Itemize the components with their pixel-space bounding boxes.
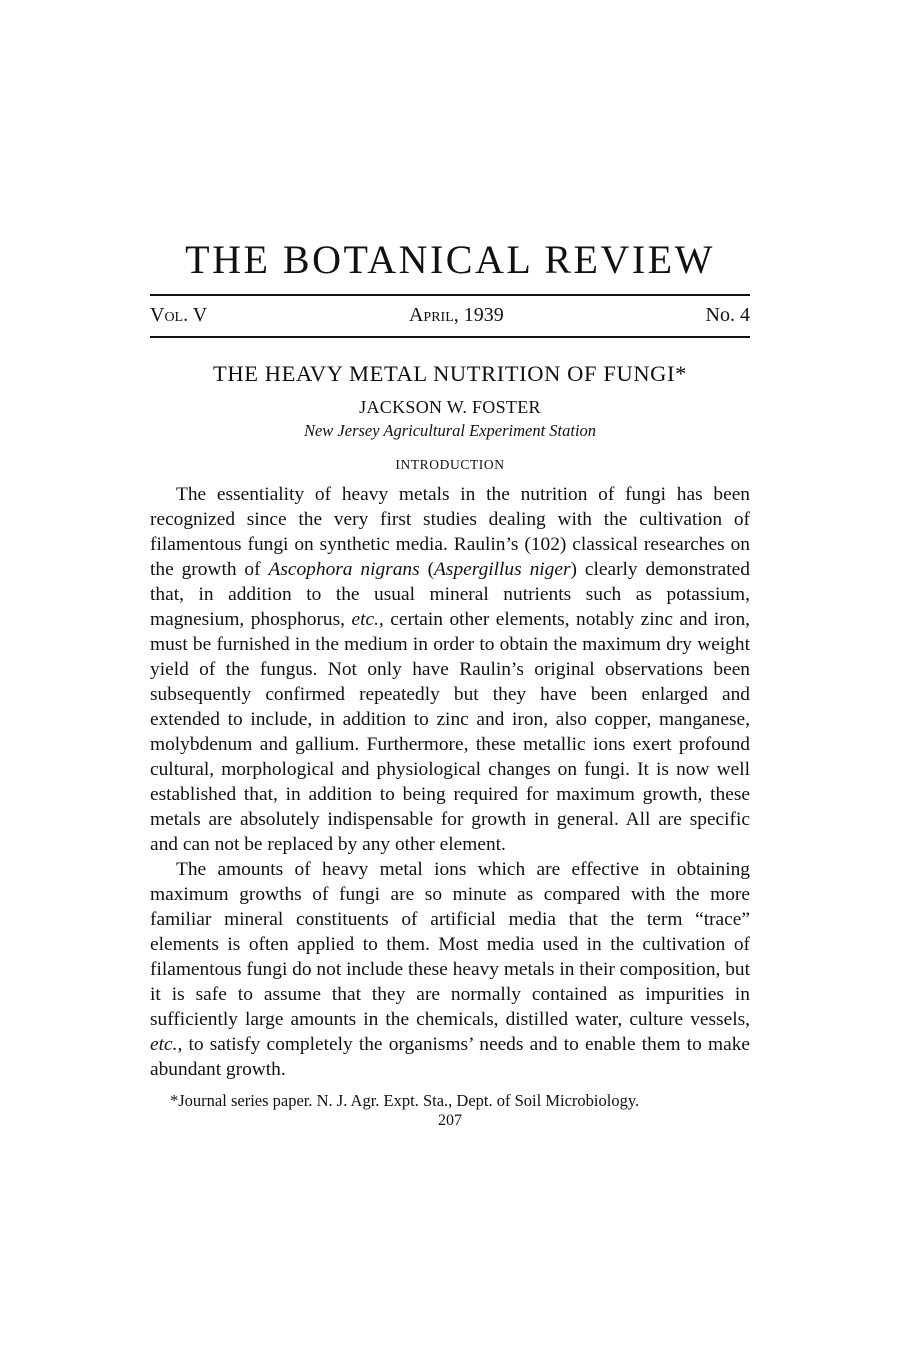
- article-title: THE HEAVY METAL NUTRITION OF FUNGI*: [213, 361, 687, 386]
- species-name: Aspergillus niger: [434, 559, 571, 580]
- article-body: [150, 482, 750, 1082]
- paragraph-2: [150, 857, 750, 1082]
- issue-date: April, 1939: [408, 304, 504, 326]
- etc-abbrev: etc.,: [150, 1034, 183, 1055]
- volume-label: Vol. V: [150, 304, 208, 326]
- paragraph-1: [150, 482, 750, 857]
- genus-name: Ascophora nigrans: [268, 559, 420, 580]
- masthead: [150, 296, 750, 336]
- journal-title: THE BOTANICAL REVIEW: [185, 237, 715, 282]
- author-name: JACKSON W. FOSTER: [359, 397, 541, 417]
- page-number: 207: [438, 1112, 462, 1129]
- section-heading: INTRODUCTION: [395, 457, 505, 472]
- paragraph-2-text-b: to satisfy completely the organisms’ needs and to enable them to make abundant growth.: [150, 1034, 750, 1080]
- journal-page: [150, 237, 750, 1130]
- paragraph-1-text-d: certain other elements, notably zinc and iron, must be furnished in the medium in order to obtain the maximum dry weight yield of the fungus. Not only have Raulin’s original observations been subsequently confirmed repeatedly but they have been enlarged and extended to include, in addition to zinc and iron, also copper, manganese, molybdenum and gallium. Furthermore, these metallic ions exert profound cultural, morphological and physiological changes on fungi. It is now well established that, in addition to being required for maximum growth, these metals are absolutely indispensable for growth in general. All are specific and can not be replaced by any other element.: [150, 609, 750, 855]
- paragraph-1-text-a: The essentiality of heavy metals in the nutrition of fungi has been recognized since the very first studies dealing with the cultivation of filamentous fungi on synthetic media. Raulin’s (102) classical researches on the growth of: [150, 484, 750, 580]
- masthead-bottom-rule: [150, 336, 750, 338]
- issue-number: No. 4: [705, 304, 750, 326]
- footnote: *Journal series paper. N. J. Agr. Expt. Sta., Dept. of Soil Microbiology.: [170, 1091, 640, 1110]
- etc-abbrev: etc.,: [351, 609, 384, 630]
- author-affiliation: New Jersey Agricultural Experiment Station: [303, 421, 597, 440]
- paragraph-1-text-b: (: [419, 559, 435, 580]
- paragraph-1-text-c: ) clearly demonstrated that, in addition to the usual mineral nutrients such as potassium, magnesium, phosphorus,: [150, 559, 750, 630]
- paragraph-2-text-a: The amounts of heavy metal ions which are effective in obtaining maximum growths of fungi are so minute as compared with the more familiar mineral constituents of artificial media that the term “trace” elements is often applied to them. Most media used in the cultivation of filamentous fungi do not include these heavy metals in their composition, but it is safe to assume that they are normally contained as impurities in sufficiently large amounts in the chemicals, distilled water, culture vessels,: [150, 859, 750, 1030]
